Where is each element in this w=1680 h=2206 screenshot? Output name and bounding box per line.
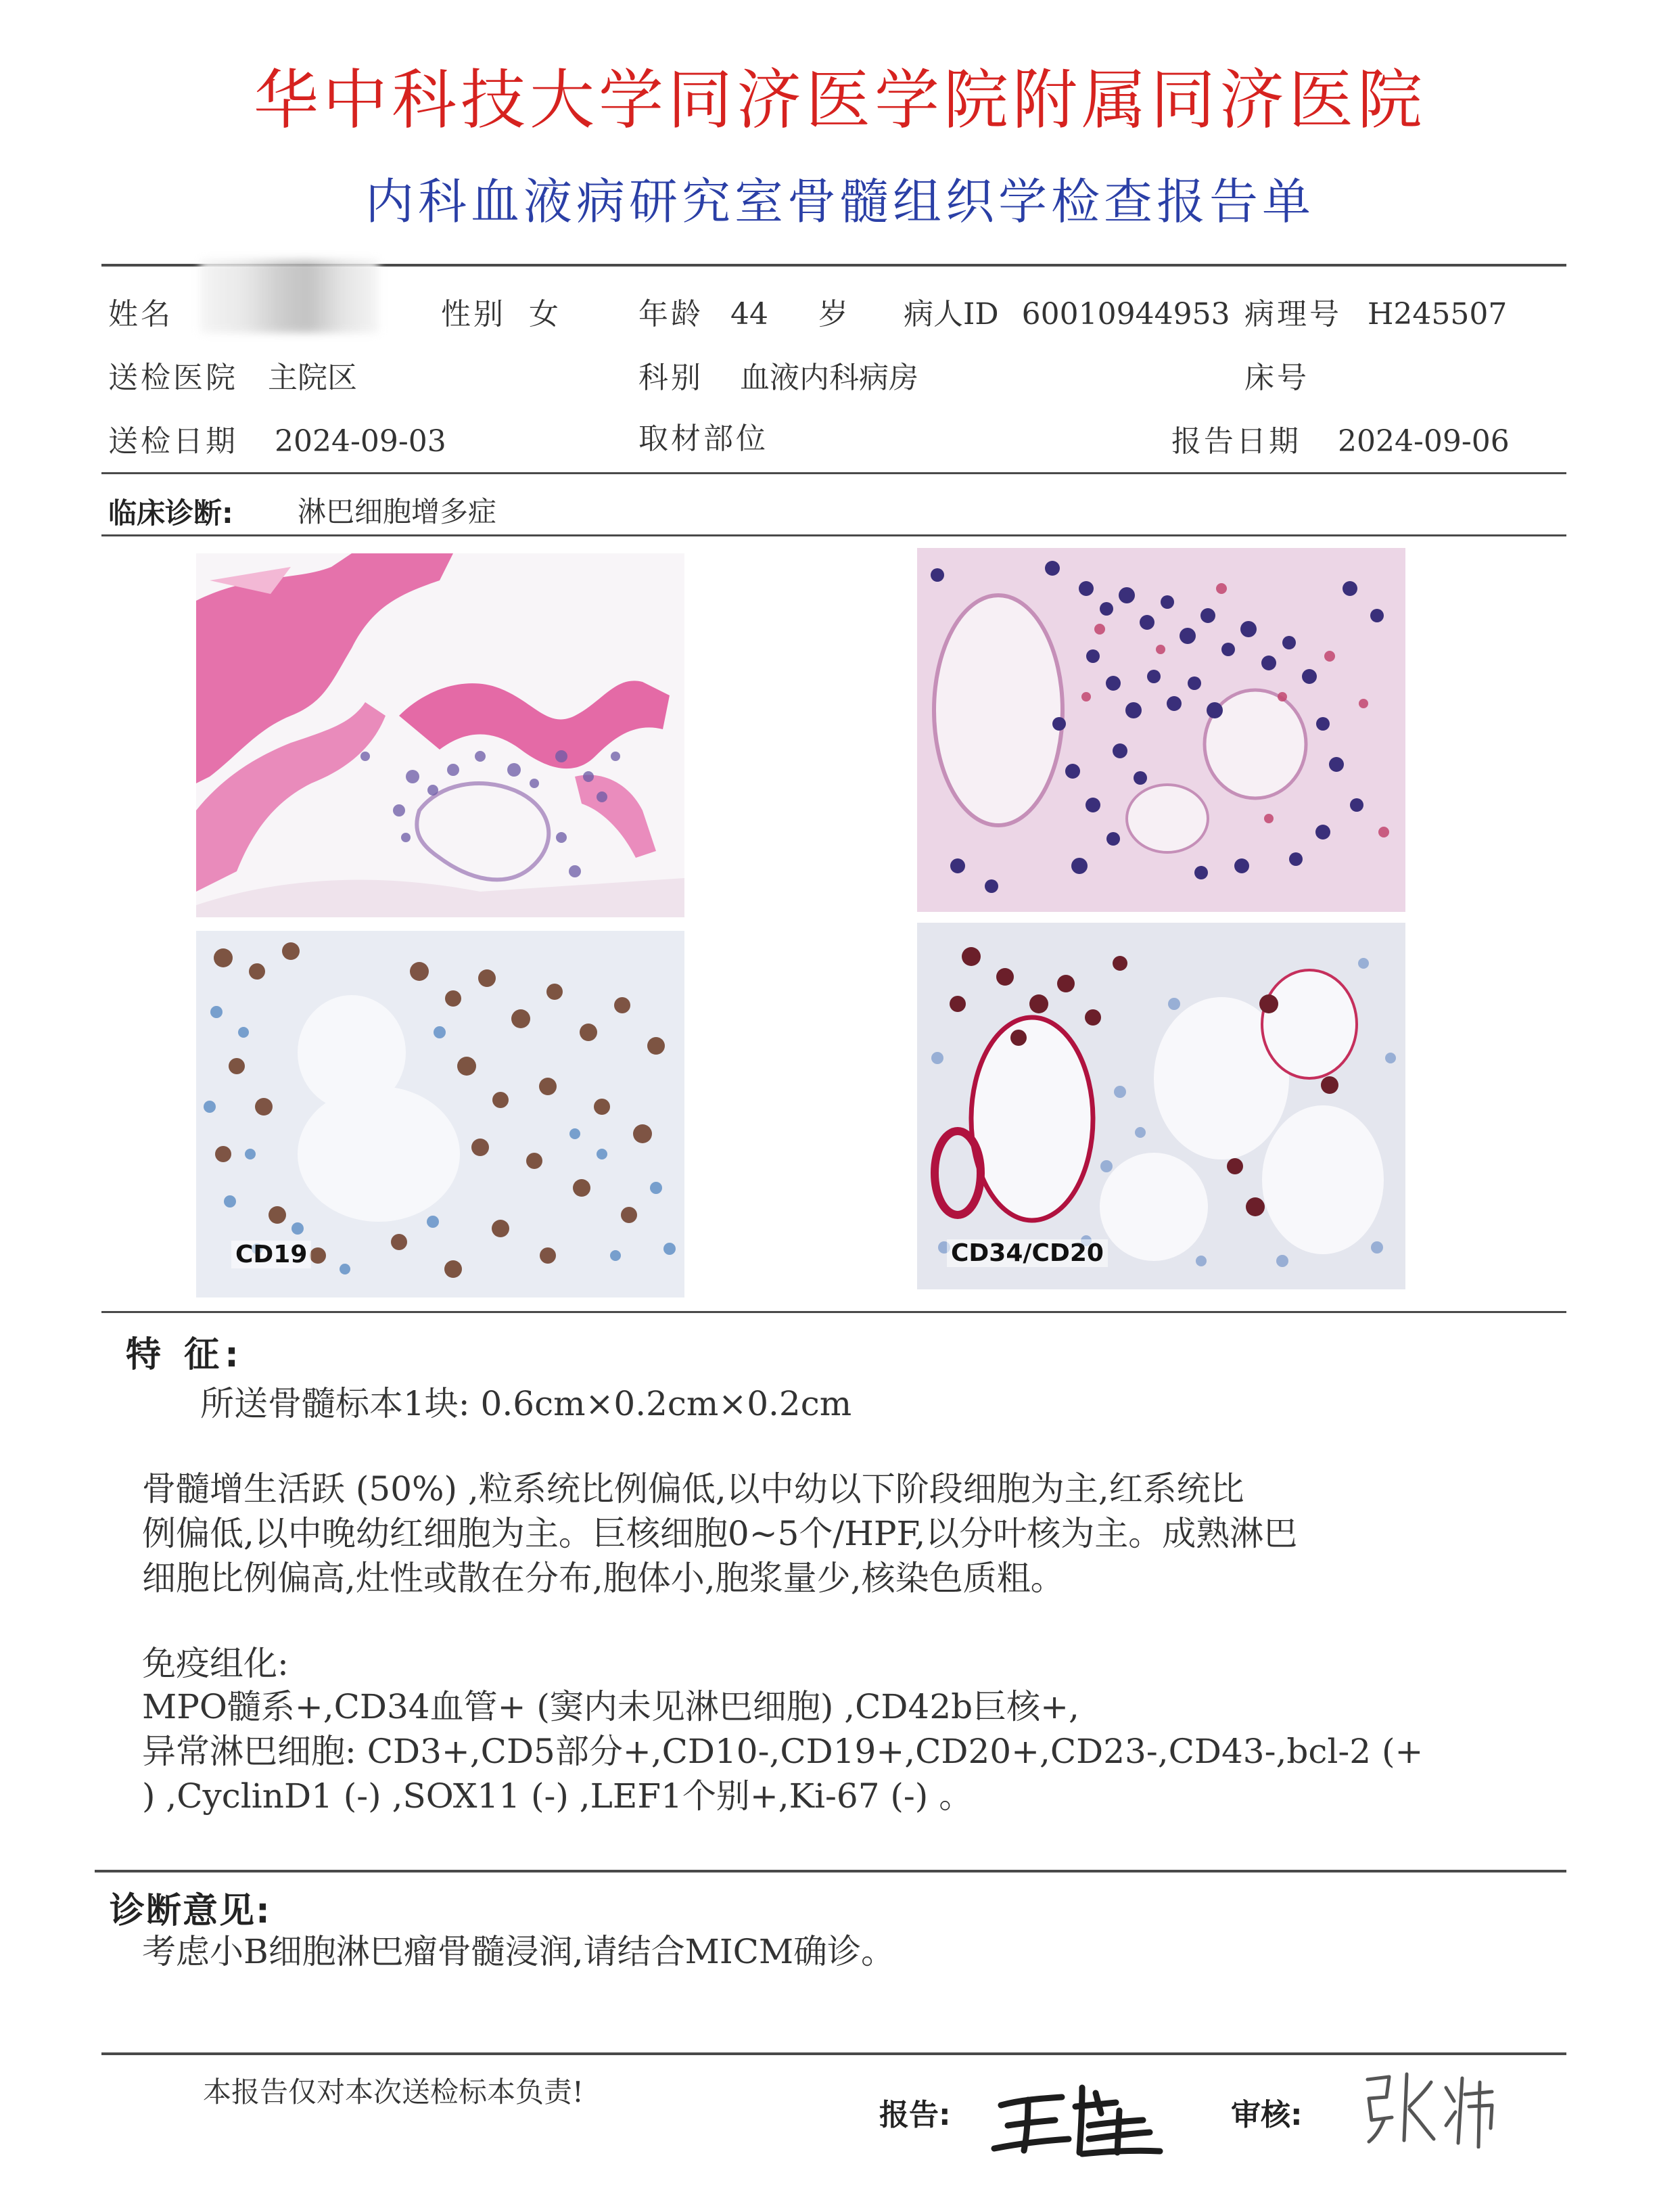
age-label: 年龄 <box>638 297 703 331</box>
report-title: 内科血液病研究室骨髓组织学检查报告单 <box>365 173 1315 230</box>
specimen-text: 所送骨髓标本1块: 0.6cm×0.2cm×0.2cm <box>200 1384 852 1423</box>
pathology-no-label: 病理号 <box>1244 297 1342 331</box>
footer-note: 本报告仅对本次送检标本负责! <box>203 2075 584 2109</box>
report-date-label: 报告日期 <box>1171 424 1301 459</box>
ihc-title: 免疫组化: <box>142 1644 289 1683</box>
bed-field <box>1244 353 1309 396</box>
micrograph-ihc-cd34-cd20 <box>917 923 1405 1289</box>
clinical-diagnosis-label: 临床诊断: <box>108 497 233 530</box>
site-label: 取材部位 <box>638 421 768 456</box>
hospital-title: 华中科技大学同济医学院附属同济医院 <box>254 62 1426 138</box>
reviewer-label: 审核: <box>1231 2098 1303 2132</box>
diagnosis-title: 诊断意见: <box>110 1891 271 1931</box>
bed-label: 床号 <box>1244 361 1309 395</box>
dept-value: 血液内科病房 <box>740 361 918 395</box>
sex-label: 性别 <box>441 297 506 331</box>
hospital-label: 送检医院 <box>108 361 238 395</box>
reviewer-signature <box>1359 2067 1501 2148</box>
footer-divider <box>101 2052 1566 2055</box>
report-date-value: 2024-09-06 <box>1338 424 1510 459</box>
dept-label: 科别 <box>638 361 703 395</box>
site-field <box>638 414 768 457</box>
submit-date-value: 2024-09-03 <box>275 424 446 459</box>
submit-date-field <box>108 417 446 460</box>
hospital-value: 主院区 <box>268 361 357 395</box>
sex-field <box>441 290 559 333</box>
pathology-no-value: H245507 <box>1368 297 1508 331</box>
hospital-field <box>108 353 357 396</box>
morphology-line-3: 细胞比例偏高,灶性或散在分布,胞体小,胞浆量少,核染色质粗。 <box>142 1559 1065 1598</box>
clinical-diagnosis-value: 淋巴细胞增多症 <box>298 495 497 528</box>
image-divider <box>101 1311 1566 1313</box>
micrograph-he-low <box>196 553 684 917</box>
name-redaction <box>200 260 379 333</box>
name-label: 姓名 <box>108 297 173 331</box>
age-field <box>638 290 848 333</box>
sex-value: 女 <box>529 297 559 331</box>
report-signature <box>987 2073 1163 2161</box>
ihc-line-1: MPO髓系+,CD34血管+ (窦内未见淋巴细胞) ,CD42b巨核+, <box>142 1687 1079 1726</box>
age-unit: 岁 <box>818 297 848 331</box>
age-value: 44 <box>730 297 768 331</box>
patient-id-label: 病人ID <box>904 297 999 331</box>
clinical-divider <box>101 534 1566 536</box>
morphology-line-1: 骨髓增生活跃 (50%) ,粒系统比例偏低,以中幼以下阶段细胞为主,红系统比 <box>142 1469 1244 1509</box>
report-date-field <box>1171 417 1510 460</box>
ihc-left-label: CD19 <box>231 1241 311 1268</box>
info-divider <box>101 472 1566 474</box>
micrograph-he-high <box>917 548 1405 912</box>
morphology-line-2: 例偏低,以中晚幼红细胞为主。巨核细胞0~5个/HPF,以分叶核为主。成熟淋巴 <box>142 1514 1298 1553</box>
dept-field <box>638 353 918 396</box>
submit-date-label: 送检日期 <box>108 424 238 459</box>
patient-id-value: 60010944953 <box>1021 297 1230 331</box>
ihc-right-label: CD34/CD20 <box>947 1239 1108 1267</box>
name-field <box>108 290 197 333</box>
diagnosis-divider <box>95 1870 1566 1872</box>
report-signer-label: 报告: <box>879 2098 951 2132</box>
ihc-line-2: 异常淋巴细胞: CD3+,CD5部分+,CD10-,CD19+,CD20+,CD23-,CD43-,bcl-2 (+ <box>142 1732 1424 1771</box>
patient-id-field <box>904 290 1230 333</box>
ihc-line-3: ) ,CyclinD1 (-) ,SOX11 (-) ,LEF1个别+,Ki-67 (-) 。 <box>142 1776 973 1816</box>
diagnosis-text: 考虑小B细胞淋巴瘤骨髓浸润,请结合MICM确诊。 <box>142 1932 895 1971</box>
features-title: 特 征: <box>126 1335 244 1375</box>
micrograph-ihc-cd19 <box>196 931 684 1297</box>
pathology-no-field <box>1244 290 1507 333</box>
